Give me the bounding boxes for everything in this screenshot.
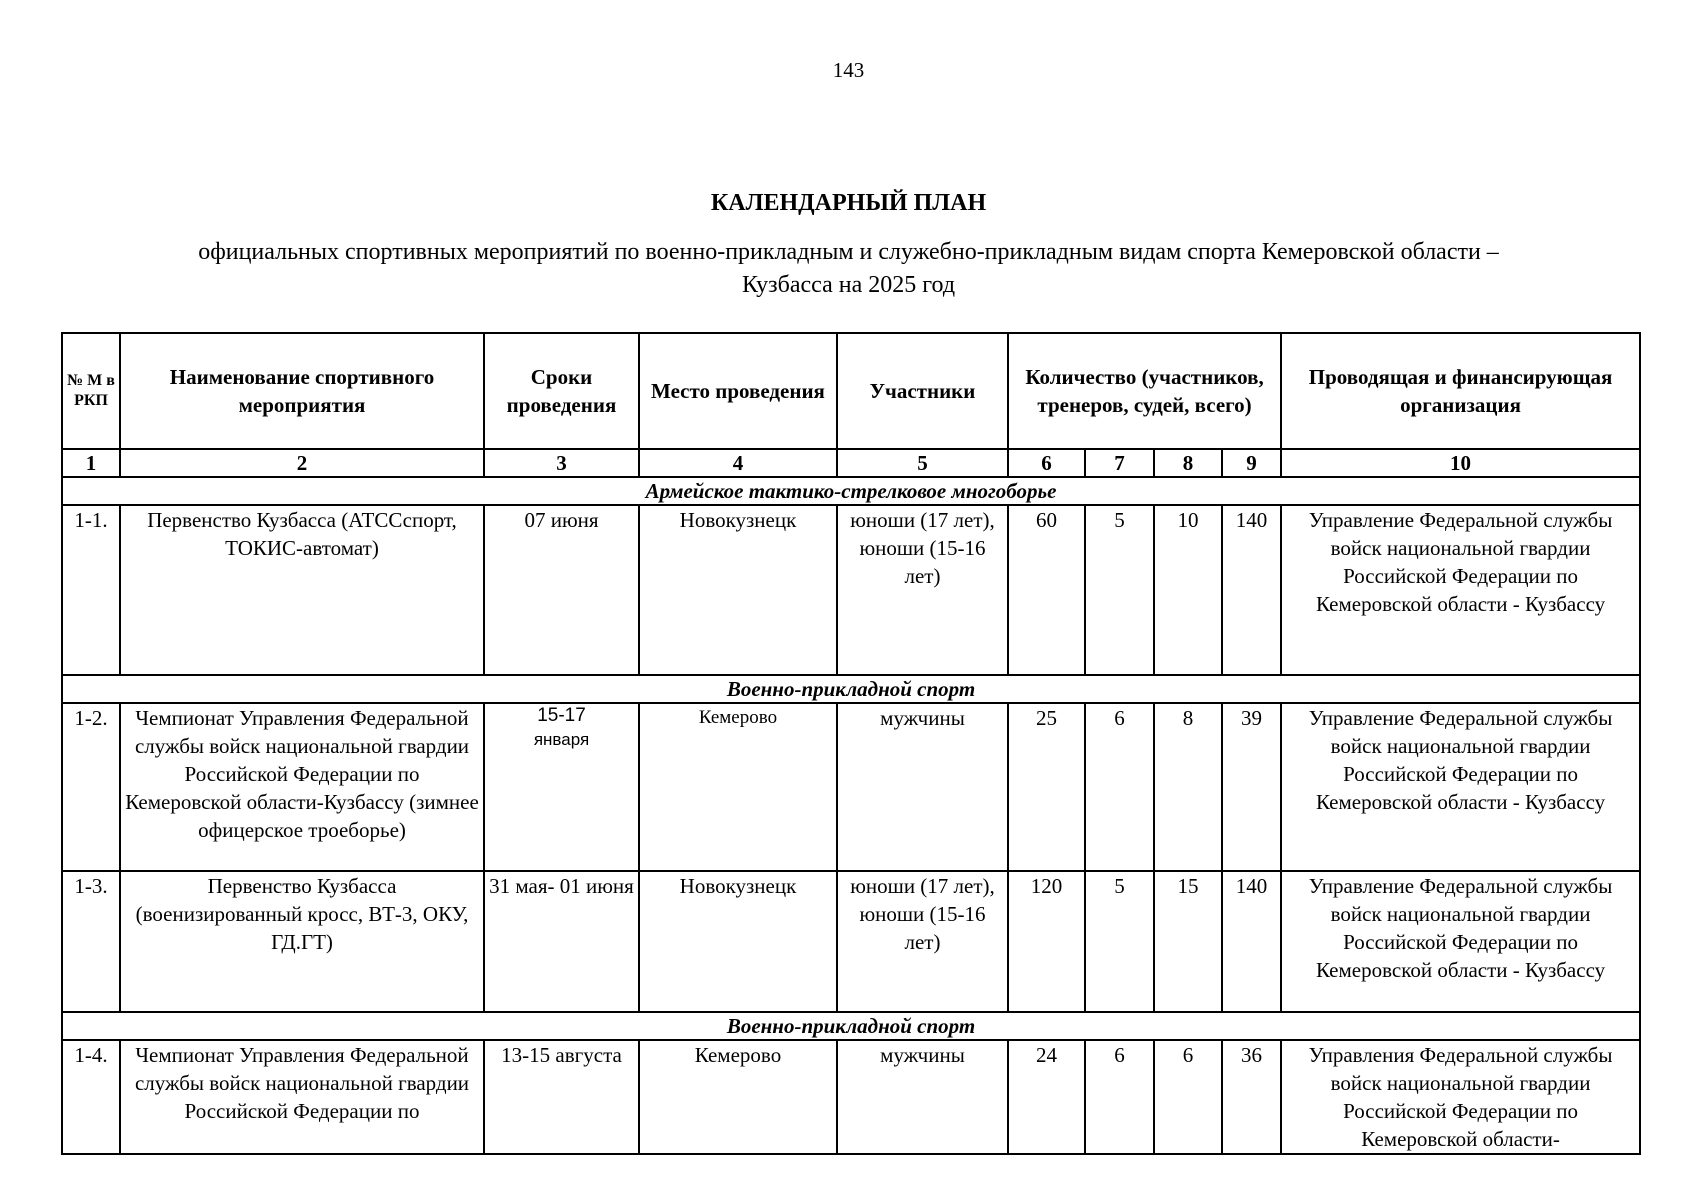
cell-trainers-count: 5: [1085, 505, 1154, 675]
column-number: 9: [1222, 449, 1281, 477]
table-row: [62, 1040, 1640, 1154]
cell-participants: мужчины: [837, 703, 1008, 871]
cell-dates: 07 июня: [484, 505, 639, 675]
cell-org: Управление Федеральной службы войск национальной гвардии Российской Федерации по Кемеровской области - Кузбассу: [1281, 505, 1640, 675]
cell-place: Кемерово: [639, 703, 837, 871]
cell-dates: 31 мая- 01 июня: [484, 871, 639, 1012]
cell-participants-count: 120: [1008, 871, 1085, 1012]
table-header-row: [62, 333, 1640, 449]
cell-total-count: 140: [1222, 871, 1281, 1012]
cell-trainers-count: 6: [1085, 1040, 1154, 1154]
cell-num: 1-4.: [62, 1040, 120, 1154]
section-title: Армейское тактико-стрелковое многоборье: [62, 477, 1640, 505]
cell-participants-count: 25: [1008, 703, 1085, 871]
cell-dates-month: января: [533, 730, 590, 749]
cell-trainers-count: 5: [1085, 871, 1154, 1012]
cell-place: Кемерово: [639, 1040, 837, 1154]
header-dates: Сроки проведения: [484, 333, 639, 449]
section-row: [62, 477, 1640, 505]
header-place: Место проведения: [639, 333, 837, 449]
cell-org: Управление Федеральной службы войск национальной гвардии Российской Федерации по Кемеровской области - Кузбассу: [1281, 703, 1640, 871]
cell-num: 1-1.: [62, 505, 120, 675]
cell-num: 1-2.: [62, 703, 120, 871]
document-title: КАЛЕНДАРНЫЙ ПЛАН: [710, 190, 987, 216]
cell-trainers-count: 6: [1085, 703, 1154, 871]
column-number: 2: [120, 449, 484, 477]
column-number: 6: [1008, 449, 1085, 477]
cell-dates-days: 15-17: [537, 705, 586, 726]
cell-name: Чемпионат Управления Федеральной службы войск национальной гвардии Российской Федерации по: [120, 1040, 484, 1154]
column-number: 7: [1085, 449, 1154, 477]
column-numbers-row: [62, 449, 1640, 477]
cell-participants-count: 60: [1008, 505, 1085, 675]
header-participants: Участники: [837, 333, 1008, 449]
cell-judges-count: 15: [1154, 871, 1222, 1012]
subtitle-line-2: Кузбасса на 2025 год: [741, 272, 956, 298]
calendar-plan-table: [61, 332, 1641, 1155]
cell-judges-count: 8: [1154, 703, 1222, 871]
cell-name: Первенство Кузбасса (АТССспорт, ТОКИС-автомат): [120, 505, 484, 675]
cell-judges-count: 6: [1154, 1040, 1222, 1154]
column-number: 4: [639, 449, 837, 477]
column-number: 1: [62, 449, 120, 477]
section-row: [62, 675, 1640, 703]
table-row: [62, 703, 1640, 871]
header-count: Количество (участников, тренеров, судей, всего): [1008, 333, 1281, 449]
header-num: № М в РКП: [62, 333, 120, 449]
section-title: Военно-прикладной спорт: [62, 675, 1640, 703]
cell-participants-count: 24: [1008, 1040, 1085, 1154]
cell-participants: юноши (17 лет), юноши (15-16 лет): [837, 871, 1008, 1012]
cell-name: Чемпионат Управления Федеральной службы войск национальной гвардии Российской Федерации по Кемеровской области-Кузбассу (зимнее офицерское троеборье): [120, 703, 484, 871]
cell-participants: юноши (17 лет), юноши (15-16 лет): [837, 505, 1008, 675]
cell-org: Управления Федеральной службы войск национальной гвардии Российской Федерации по Кемеровской области-: [1281, 1040, 1640, 1154]
header-name: Наименование спортивного мероприятия: [120, 333, 484, 449]
cell-judges-count: 10: [1154, 505, 1222, 675]
column-number: 8: [1154, 449, 1222, 477]
page-number: 143: [832, 58, 865, 82]
cell-num: 1-3.: [62, 871, 120, 1012]
table-row: [62, 871, 1640, 1012]
header-org: Проводящая и финансирующая организация: [1281, 333, 1640, 449]
cell-dates: [484, 703, 639, 871]
cell-place: Новокузнецк: [639, 871, 837, 1012]
cell-place: Новокузнецк: [639, 505, 837, 675]
table-row: [62, 505, 1640, 675]
cell-participants: мужчины: [837, 1040, 1008, 1154]
section-row: [62, 1012, 1640, 1040]
cell-total-count: 140: [1222, 505, 1281, 675]
column-number: 3: [484, 449, 639, 477]
cell-total-count: 39: [1222, 703, 1281, 871]
column-number: 10: [1281, 449, 1640, 477]
subtitle-line-1: официальных спортивных мероприятий по военно-прикладным и служебно-прикладным видам спорта Кемеровской области –: [198, 239, 1499, 265]
document-subtitle: [60, 236, 1637, 302]
section-title: Военно-прикладной спорт: [62, 1012, 1640, 1040]
cell-name: Первенство Кузбасса (военизированный кросс, ВТ-3, ОКУ, ГД.ГТ): [120, 871, 484, 1012]
cell-org: Управление Федеральной службы войск национальной гвардии Российской Федерации по Кемеровской области - Кузбассу: [1281, 871, 1640, 1012]
column-number: 5: [837, 449, 1008, 477]
cell-total-count: 36: [1222, 1040, 1281, 1154]
cell-dates: 13-15 августа: [484, 1040, 639, 1154]
